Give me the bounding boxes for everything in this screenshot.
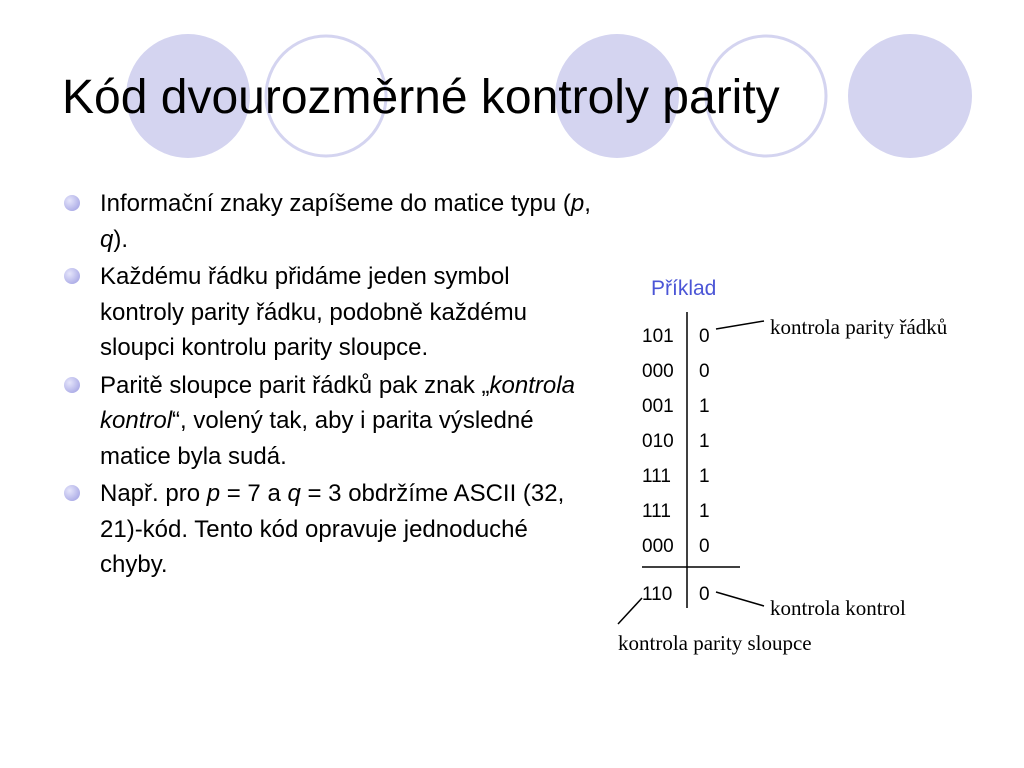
bullet-text: p <box>570 190 585 217</box>
bullet-text: Např. pro <box>100 480 207 507</box>
column-parity-annotation: kontrola parity sloupce <box>618 631 812 655</box>
bullet-text: ). <box>113 225 129 253</box>
row-bits: 000 <box>642 361 674 382</box>
bullet-text: q <box>287 480 301 507</box>
bullet-text: , <box>584 190 591 217</box>
bullet-text: kontrola kontrol <box>100 371 575 434</box>
row-bits: 101 <box>642 326 674 347</box>
row-parity-bit: 1 <box>699 466 710 487</box>
bullet-text: “, volený tak, aby i parita výsledné matice byla sudá. <box>100 407 534 470</box>
row-parity-pointer <box>716 321 764 329</box>
row-parity-annotation: kontrola parity řádků <box>770 315 948 339</box>
example-label: Příklad <box>651 277 717 300</box>
column-check-bits: 110 <box>642 584 673 605</box>
bullet-text: Každému řádku přidáme jeden symbol kontroly parity řádku, podobně každému sloupci kontrolu parity sloupce. <box>100 263 527 361</box>
bullet-text: Informační znaky zapíšeme do matice typu ( <box>100 190 571 217</box>
slide-title: Kód dvourozměrné kontroly parity <box>62 71 780 124</box>
row-parity-bit: 0 <box>699 326 710 347</box>
bullet-text: p <box>206 480 221 507</box>
bullet-text: = 3 obdržíme ASCII (32, 21)-kód. Tento kód opravuje jednoduché chyby. <box>100 480 565 578</box>
row-parity-bit: 1 <box>699 501 710 522</box>
row-bits: 111 <box>642 501 671 522</box>
row-bits: 010 <box>642 431 674 452</box>
row-parity-bit: 0 <box>699 361 710 382</box>
bullet-text: Paritě sloupce parit řádků pak znak „ <box>100 371 490 399</box>
row-parity-bit: 0 <box>699 536 710 557</box>
check-of-checks-bit: 0 <box>699 584 710 605</box>
bullet-text: q <box>100 225 114 253</box>
row-bits: 001 <box>642 396 674 417</box>
row-parity-bit: 1 <box>699 431 710 452</box>
check-of-checks-annotation: kontrola kontrol <box>770 596 906 620</box>
row-bits: 111 <box>642 466 671 487</box>
check-of-checks-pointer <box>716 592 764 606</box>
column-parity-pointer <box>618 598 642 624</box>
row-bits: 000 <box>642 536 674 557</box>
bullet-text: = 7 a <box>220 480 288 507</box>
row-parity-bit: 1 <box>699 396 710 417</box>
